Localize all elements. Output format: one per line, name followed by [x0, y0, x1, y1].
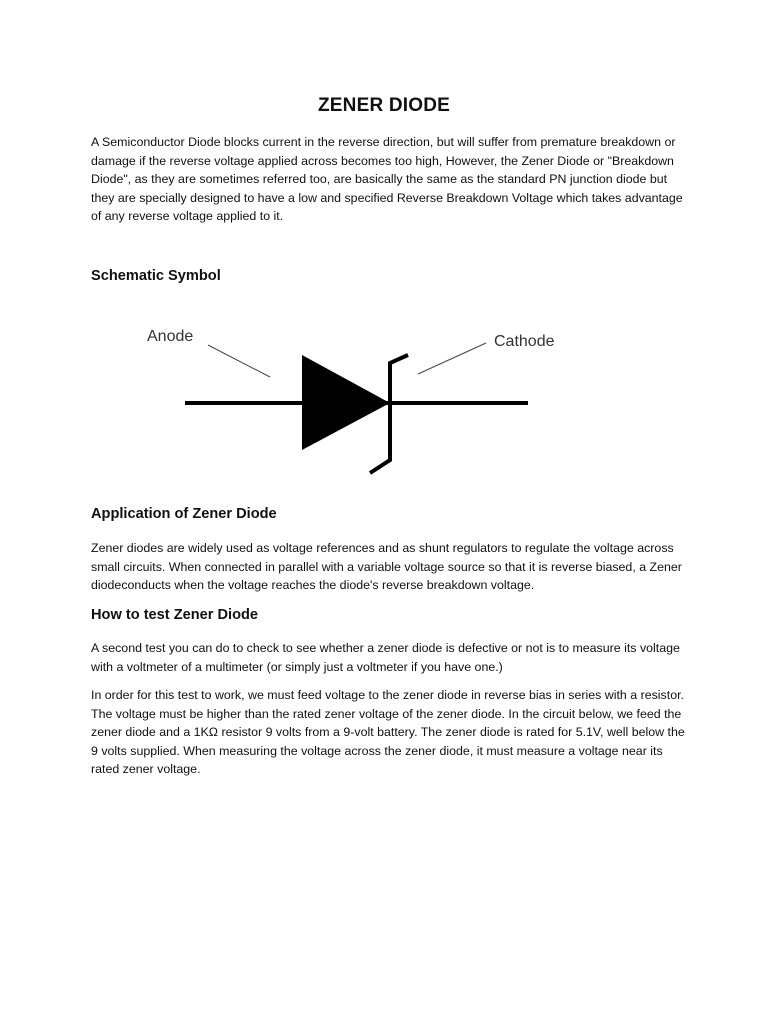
test-paragraph-2: In order for this test to work, we must feed voltage to the zener diode in reverse bias in series with a resistor. The voltage must be higher than the rated zener voltage of the zener diode. In the circuit below, we feed the zener diode and a 1KΩ resistor 9 volts from a 9-volt battery. The zener diode is rated for 5.1V, well below the 9 volts supplied. When measuring the voltage across the zener diode, it must measure a voltage near its rated zener voltage. — [91, 688, 685, 777]
zener-diode-schematic — [140, 315, 555, 485]
cathode-label: Cathode — [494, 333, 555, 350]
intro-paragraph: A Semiconductor Diode blocks current in the reverse direction, but will suffer from premature breakdown or damage if the reverse voltage applied across becomes too high, However, the Zener Diode or "Breakdown Diode", as they are sometimes referred too, are basically the same as the standard PN junction diode but they are specially designed to have a low and specified Reverse Breakdown Voltage which takes advantage of any reverse voltage applied to it. — [91, 135, 683, 224]
application-paragraph: Zener diodes are widely used as voltage references and as shunt regulators to regulate the voltage across small circuits. When connected in parallel with a variable voltage source so that it is reverse biased, a Zener diodeconducts when the voltage reaches the diode's reverse breakdown voltage. — [91, 541, 682, 593]
test-heading: How to test Zener Diode — [91, 607, 259, 623]
cathode-leader-line — [418, 343, 486, 374]
schematic-heading: Schematic Symbol — [91, 268, 221, 284]
zener-cathode-bar — [370, 355, 408, 473]
test-paragraph-1: A second test you can do to check to see whether a zener diode is defective or not is to measure its voltage with a voltmeter of a multimeter (or simply just a voltmeter if you have one.) — [91, 641, 680, 674]
anode-leader-line — [208, 345, 270, 377]
page-title: ZENER DIODE — [317, 95, 451, 116]
anode-label: Anode — [147, 328, 194, 345]
application-heading: Application of Zener Diode — [91, 506, 277, 522]
diode-triangle — [302, 355, 390, 450]
